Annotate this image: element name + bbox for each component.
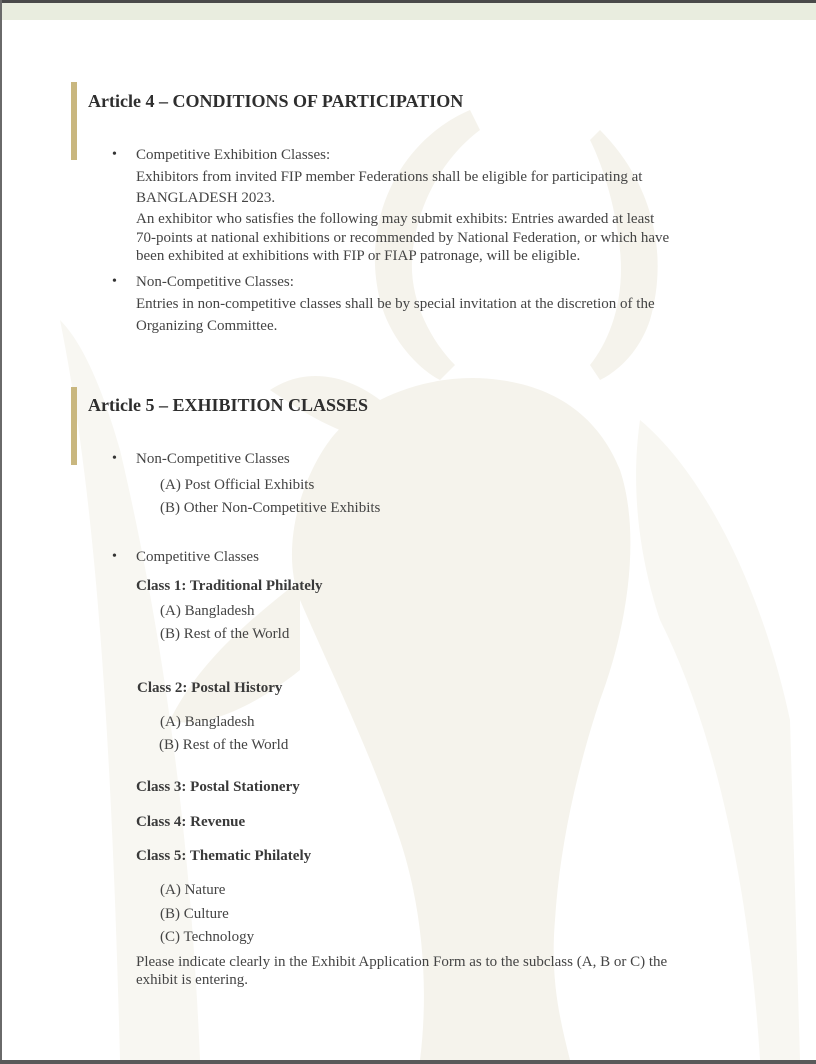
competitive-classes-title: Competitive Exhibition Classes: <box>136 147 331 163</box>
subclass-note: Please indicate clearly in the Exhibit Application Form as to the subclass (A, B or C) the <box>136 954 668 970</box>
bullet-icon: • <box>112 147 117 162</box>
class-1-heading: Class 1: Traditional Philately <box>136 578 323 594</box>
class-4-heading: Class 4: Revenue <box>136 814 246 830</box>
subclass-item: (B) Culture <box>160 906 229 922</box>
non-competitive-classes-title: Non-Competitive Classes: <box>136 274 294 290</box>
non-competitive-classes-label: Non-Competitive Classes <box>136 451 290 467</box>
bullet-icon: • <box>112 451 117 466</box>
article-4-text: Entries in non-competitive classes shall be by special invitation at the discretion of the <box>136 296 655 312</box>
article-4-text: 70-points at national exhibitions or recommended by National Federation, or which have <box>136 230 670 246</box>
article-4-text: Organizing Committee. <box>136 318 278 334</box>
subclass-item: (B) Rest of the World <box>160 626 290 642</box>
bullet-icon: • <box>112 274 117 289</box>
subclass-item: (A) Nature <box>160 882 226 898</box>
class-3-heading: Class 3: Postal Stationery <box>136 779 300 795</box>
bullet-icon: • <box>112 549 117 564</box>
article-5-heading: Article 5 – EXHIBITION CLASSES <box>88 395 369 415</box>
class-5-heading: Class 5: Thematic Philately <box>136 848 312 864</box>
subclass-item: (A) Post Official Exhibits <box>160 477 315 493</box>
page-header-strip <box>0 3 816 20</box>
subclass-item: (A) Bangladesh <box>160 603 255 619</box>
competitive-classes-label: Competitive Classes <box>136 549 259 565</box>
article-4-text: BANGLADESH 2023. <box>136 190 276 206</box>
subclass-item: (B) Rest of the World <box>159 737 289 753</box>
article-4-text: been exhibited at exhibitions with FIP or FIAP patronage, will be eligible. <box>136 248 581 264</box>
article-4-text: An exhibitor who satisfies the following may submit exhibits: Entries awarded at least <box>136 211 655 227</box>
subclass-item: (A) Bangladesh <box>160 714 255 730</box>
subclass-item: (B) Other Non-Competitive Exhibits <box>160 500 381 516</box>
subclass-item: (C) Technology <box>160 929 255 945</box>
article-4-accent-bar <box>71 82 77 160</box>
subclass-note: exhibit is entering. <box>136 972 249 988</box>
article-5-accent-bar <box>71 387 77 465</box>
article-4-heading: Article 4 – CONDITIONS OF PARTICIPATION <box>88 91 464 111</box>
window-bottom-border <box>0 1060 816 1064</box>
article-4-text: Exhibitors from invited FIP member Federations shall be eligible for participating at <box>136 169 643 185</box>
class-2-heading: Class 2: Postal History <box>137 680 283 696</box>
